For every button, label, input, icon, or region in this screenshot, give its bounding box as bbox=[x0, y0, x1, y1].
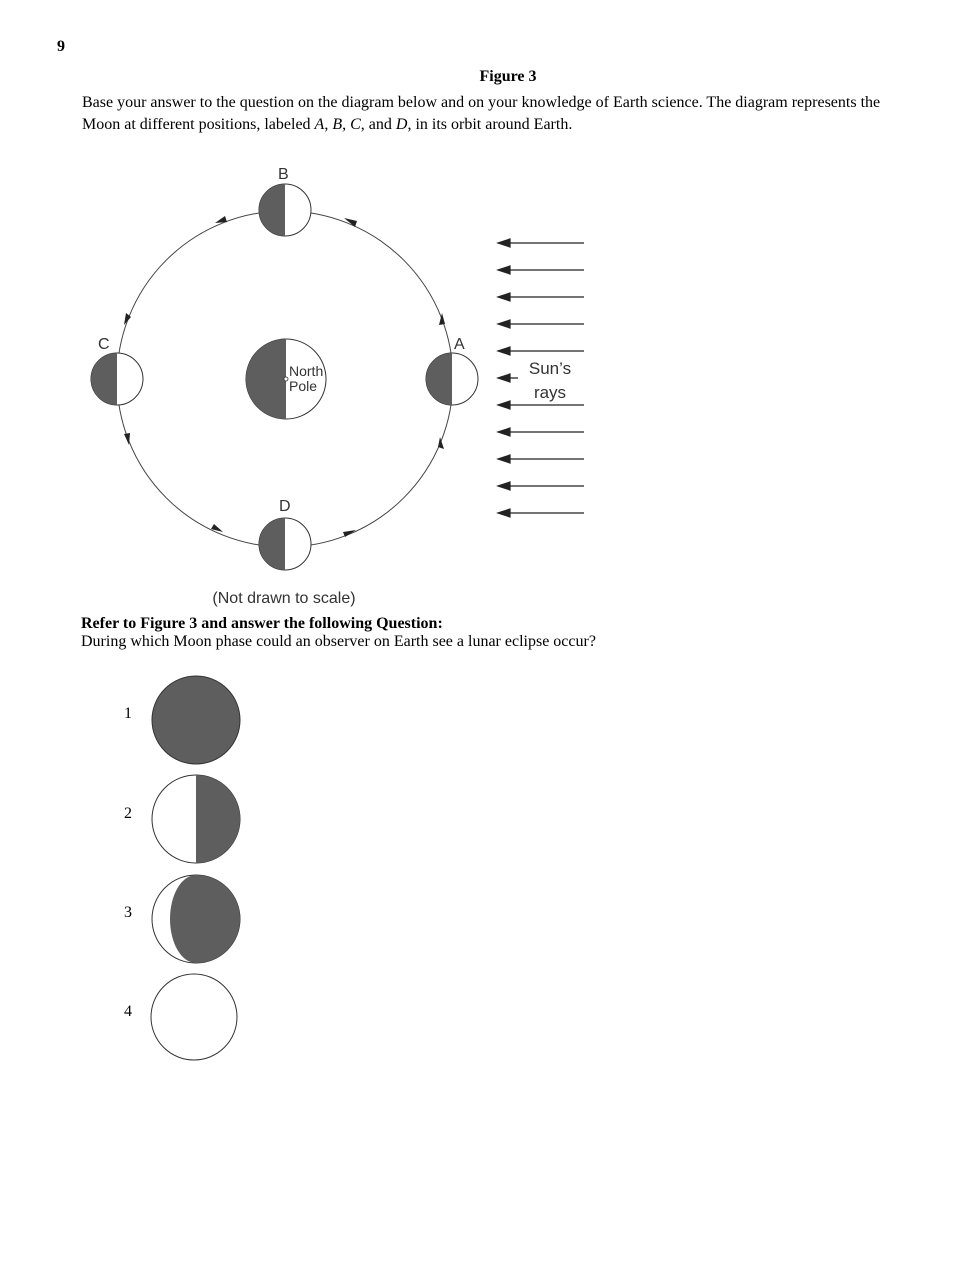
moon-d-dark-half bbox=[259, 518, 285, 570]
orbit-arrow bbox=[124, 433, 130, 445]
moon-b bbox=[259, 166, 311, 236]
choice-3-crescent-moon-icon[interactable] bbox=[148, 871, 244, 967]
position-label-b: B bbox=[278, 166, 289, 183]
choice-4-full-moon-icon[interactable] bbox=[148, 969, 244, 1065]
position-label-d: D bbox=[279, 498, 291, 515]
figure-title: Figure 3 bbox=[479, 68, 537, 85]
choice-1-new-moon-icon[interactable] bbox=[148, 672, 244, 768]
choice-4-number: 4 bbox=[124, 1003, 132, 1020]
earth-dark-half bbox=[246, 339, 286, 419]
moon-c-dark-half bbox=[91, 353, 117, 405]
sun-ray-arrowhead bbox=[498, 374, 510, 382]
sun-ray-arrowhead bbox=[498, 347, 510, 355]
intro-label-b: B bbox=[332, 116, 343, 133]
diagram-caption: (Not drawn to scale) bbox=[212, 590, 356, 607]
moon-a bbox=[426, 336, 478, 405]
intro-sep1: , bbox=[324, 116, 333, 133]
intro-label-a: A bbox=[314, 116, 325, 133]
suns-rays-label-line2: rays bbox=[533, 383, 567, 402]
choice-1-number: 1 bbox=[124, 705, 132, 722]
choice-2-number: 2 bbox=[124, 805, 132, 822]
intro-text bbox=[82, 92, 922, 136]
suns-rays-label-line1: Sun’s bbox=[528, 359, 572, 378]
earth bbox=[246, 339, 326, 419]
orbit-arrow bbox=[215, 216, 227, 223]
intro-label-c: C bbox=[350, 116, 361, 133]
question-number: 9 bbox=[57, 38, 65, 55]
question-text: During which Moon phase could an observer on Earth see a lunar eclipse occur? bbox=[81, 633, 596, 650]
position-label-a: A bbox=[454, 336, 465, 353]
choice-2-dark-half bbox=[196, 775, 240, 863]
choice-3-number: 3 bbox=[124, 904, 132, 921]
sun-ray-arrowhead bbox=[498, 266, 510, 274]
sun-ray-arrowhead bbox=[498, 293, 510, 301]
sun-rays bbox=[498, 239, 584, 517]
choice-3-dark-part bbox=[170, 875, 240, 963]
intro-part2: , in its orbit around Earth. bbox=[407, 116, 573, 133]
moon-b-dark-half bbox=[259, 184, 285, 236]
moon-d bbox=[259, 498, 311, 570]
orbit-arrow bbox=[343, 530, 356, 537]
north-pole-label-line1: North bbox=[289, 363, 324, 379]
north-pole-dot bbox=[284, 377, 288, 381]
intro-part1: Base your answer to the question on the diagram below and on your knowledge of Earth science. The diagram represents the Moon at different positions, labeled bbox=[82, 94, 881, 133]
moon-c bbox=[91, 336, 143, 405]
sun-ray-arrowhead bbox=[498, 401, 510, 409]
intro-label-d: D bbox=[395, 116, 408, 133]
position-label-c: C bbox=[98, 336, 110, 353]
intro-sep3: , and bbox=[360, 116, 396, 133]
sun-ray-arrowhead bbox=[498, 239, 510, 247]
choice-2-quarter-moon-icon[interactable] bbox=[148, 771, 244, 867]
moon-a-dark-half bbox=[426, 353, 452, 405]
sun-ray-arrowhead bbox=[498, 482, 510, 490]
moon-orbit-diagram bbox=[60, 150, 620, 615]
refer-instruction: Refer to Figure 3 and answer the following Question: bbox=[81, 615, 443, 632]
sun-ray-arrowhead bbox=[498, 428, 510, 436]
intro-sep2: , bbox=[342, 116, 351, 133]
choice-4-disc bbox=[151, 974, 237, 1060]
sun-ray-arrowhead bbox=[498, 509, 510, 517]
orbit-arrow bbox=[438, 437, 444, 449]
sun-ray-arrowhead bbox=[498, 455, 510, 463]
sun-ray-arrowhead bbox=[498, 320, 510, 328]
choice-1-disc bbox=[152, 676, 240, 764]
north-pole-label-line2: Pole bbox=[289, 378, 318, 394]
